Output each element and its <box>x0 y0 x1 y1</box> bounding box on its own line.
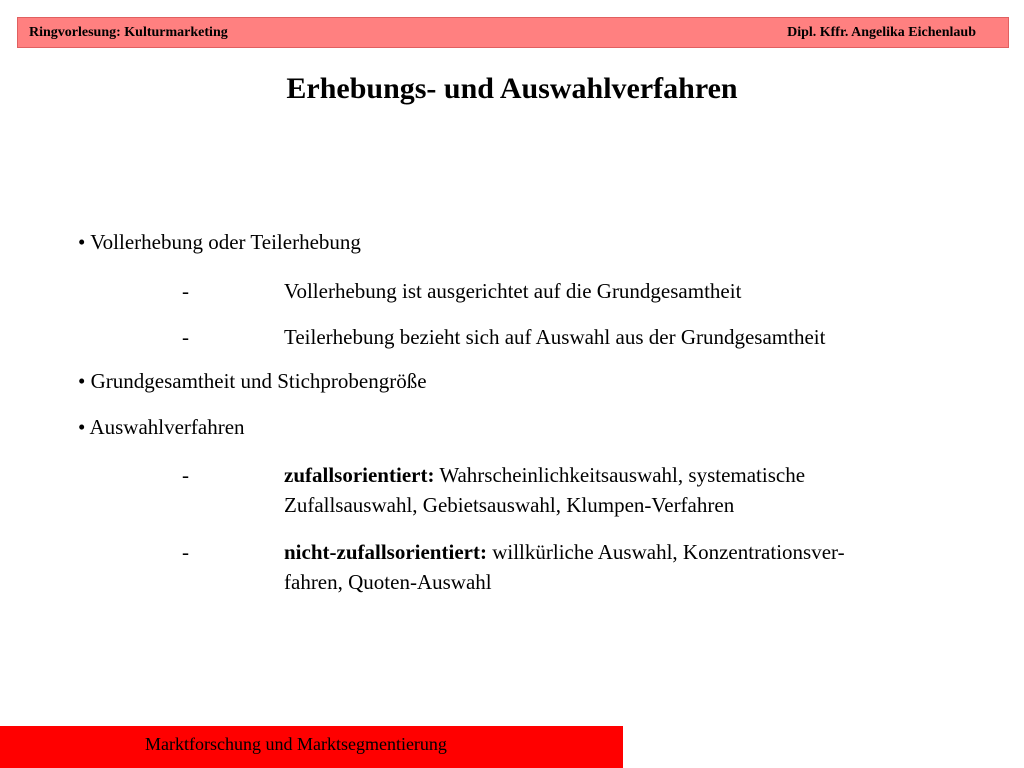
header-bar <box>17 17 1009 48</box>
bullet-vollerhebung: • Vollerhebung oder Teilerhebung <box>78 230 361 254</box>
footer-bar <box>0 726 623 768</box>
dash-marker: - <box>182 325 189 349</box>
term-description: Wahrscheinlichkeitsauswahl, systematische <box>434 463 806 487</box>
dash-marker: - <box>182 463 189 487</box>
term-description-cont: fahren, Quoten-Auswahl <box>284 570 492 594</box>
dash-marker: - <box>182 279 189 303</box>
bullet-auswahlverfahren: • Auswahlverfahren <box>78 415 245 439</box>
footer-topic: Marktforschung und Marktsegmentierung <box>145 734 447 754</box>
term-description: willkürliche Auswahl, Konzentrationsver- <box>486 540 845 564</box>
term-label: zufallsorientiert: <box>284 463 435 487</box>
sub-item-text <box>284 537 984 597</box>
header-course-title: Ringvorlesung: Kulturmarketing <box>29 25 228 40</box>
term-label: nicht-zufallsorientiert: <box>284 540 487 564</box>
dash-marker: - <box>182 540 189 564</box>
term-description-cont: Zufallsauswahl, Gebietsauswahl, Klumpen-Verfahren <box>284 493 735 517</box>
bullet-grundgesamtheit: • Grundgesamtheit und Stichprobengröße <box>78 369 427 393</box>
header-author: Dipl. Kffr. Angelika Eichenlaub <box>787 25 976 40</box>
sub-item-text <box>284 460 984 520</box>
sub-item-text: Teilerhebung bezieht sich auf Auswahl aus der Grundgesamtheit <box>284 325 826 349</box>
sub-item-text: Vollerhebung ist ausgerichtet auf die Grundgesamtheit <box>284 279 742 303</box>
slide-title: Erhebungs- und Auswahlverfahren <box>286 72 738 105</box>
